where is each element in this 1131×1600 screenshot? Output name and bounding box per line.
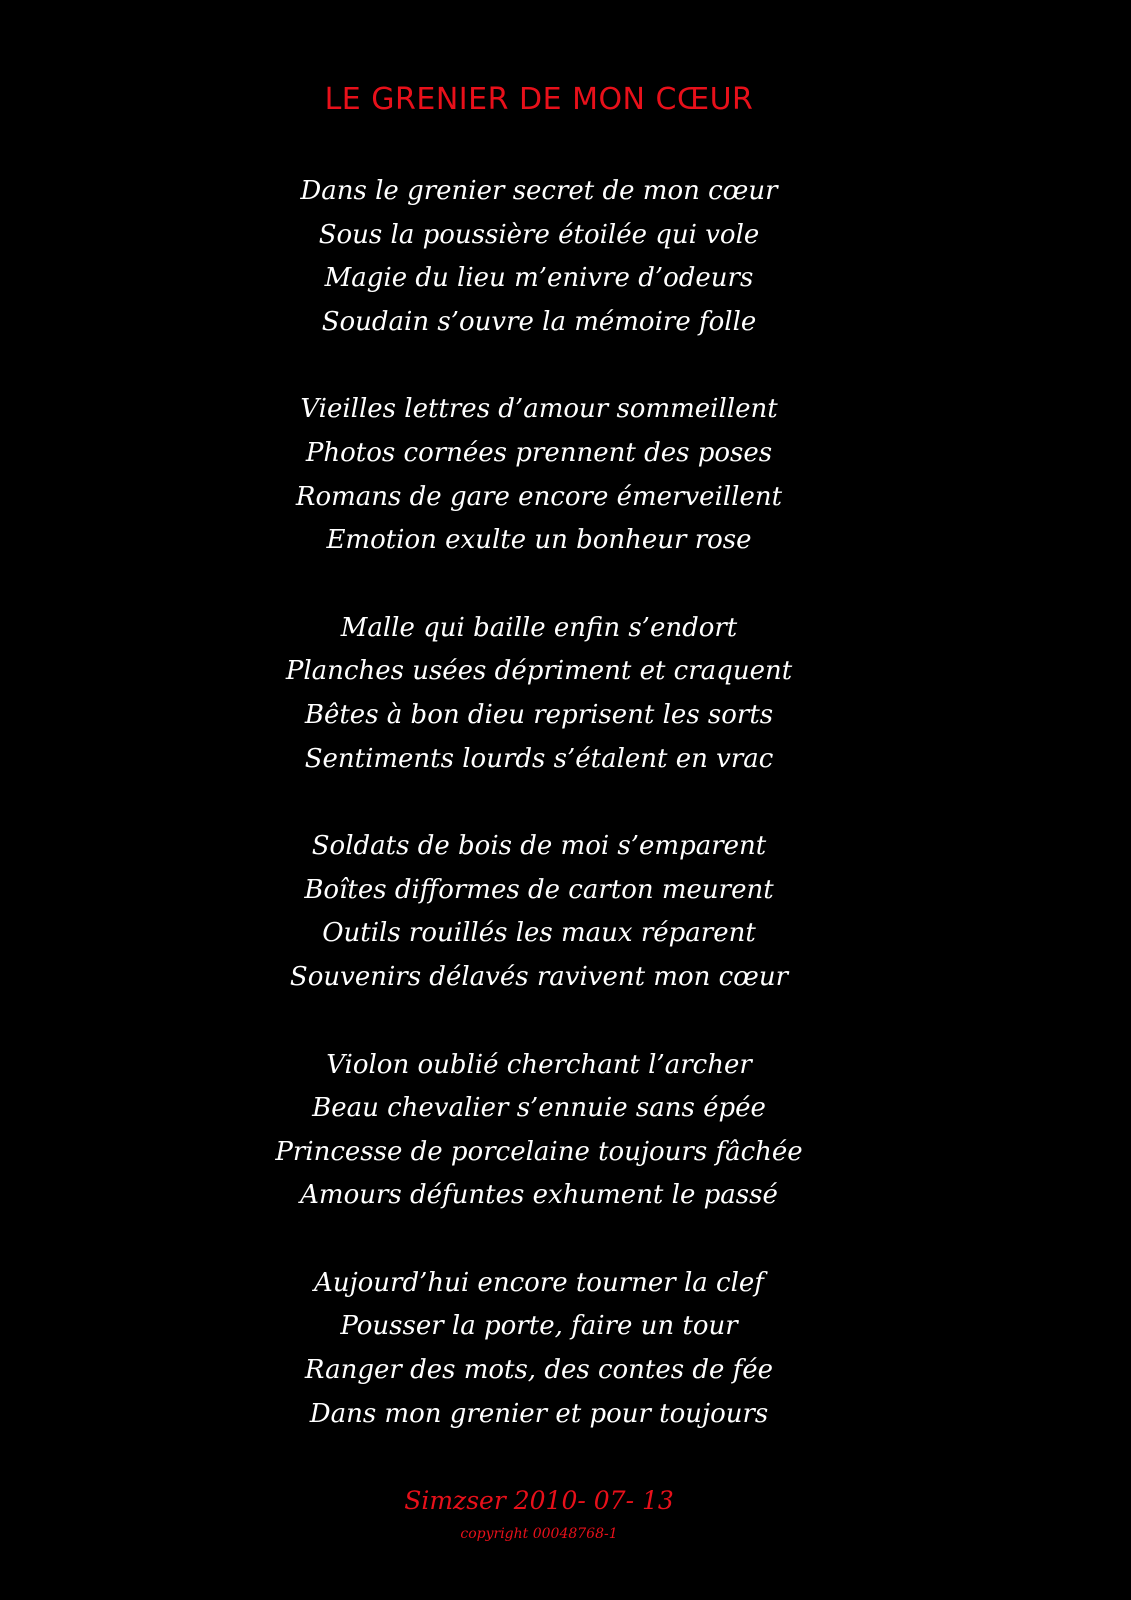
poem-line: Magie du lieu m’enivre d’odeurs bbox=[324, 263, 754, 294]
author-signature: Simzser 2010- 07- 13 bbox=[404, 1486, 674, 1515]
poem-line: Bêtes à bon dieu reprisent les sorts bbox=[304, 699, 774, 730]
poem-title: LE GRENIER DE MON CŒUR bbox=[324, 82, 754, 117]
stanza-1 bbox=[0, 170, 1078, 344]
poem-line: Photos cornées prennent des poses bbox=[305, 437, 773, 468]
poem-line: Sentiments lourds s’étalent en vrac bbox=[304, 743, 774, 774]
poem-line: Romans de gare encore émerveillent bbox=[295, 481, 783, 512]
poem-line: Boîtes difformes de carton meurent bbox=[304, 874, 774, 905]
stanza-6 bbox=[0, 1262, 1078, 1436]
poem-line: Souvenirs délavés ravivent mon cœur bbox=[289, 961, 789, 992]
poem-line: Sous la poussière étoilée qui vole bbox=[318, 219, 760, 250]
poem-line: Princesse de porcelaine toujours fâchée bbox=[275, 1136, 803, 1167]
poem-line: Violon oublié cherchant l’archer bbox=[326, 1049, 752, 1080]
poem-line: Vieilles lettres d’amour sommeillent bbox=[300, 394, 778, 425]
poem-line: Malle qui baille enfin s’endort bbox=[340, 612, 738, 643]
copyright-notice: copyright 00048768-1 bbox=[460, 1526, 618, 1542]
stanza-2 bbox=[0, 388, 1078, 562]
poem-line: Outils rouillés les maux réparent bbox=[322, 918, 756, 949]
poem-line: Emotion exulte un bonheur rose bbox=[326, 525, 752, 556]
poem-line: Soldats de bois de moi s’emparent bbox=[311, 831, 767, 862]
poem-line: Aujourd’hui encore tourner la clef bbox=[314, 1267, 764, 1298]
poem-line: Soudain s’ouvre la mémoire folle bbox=[321, 306, 757, 337]
poem-line: Dans mon grenier et pour toujours bbox=[309, 1398, 769, 1429]
stanza-4 bbox=[0, 825, 1078, 999]
stanza-5 bbox=[0, 1044, 1078, 1218]
poem-line: Dans le grenier secret de mon cœur bbox=[300, 176, 778, 206]
poem-line: Pousser la porte, faire un tour bbox=[340, 1311, 738, 1342]
poem-line: Beau chevalier s’ennuie sans épée bbox=[312, 1093, 766, 1124]
poem-body bbox=[0, 170, 1078, 1480]
poem-line: Planches usées dépriment et craquent bbox=[285, 656, 793, 687]
stanza-3 bbox=[0, 607, 1078, 781]
poem-line: Ranger des mots, des contes de fée bbox=[304, 1355, 774, 1386]
poem-line: Amours défuntes exhument le passé bbox=[300, 1180, 778, 1211]
